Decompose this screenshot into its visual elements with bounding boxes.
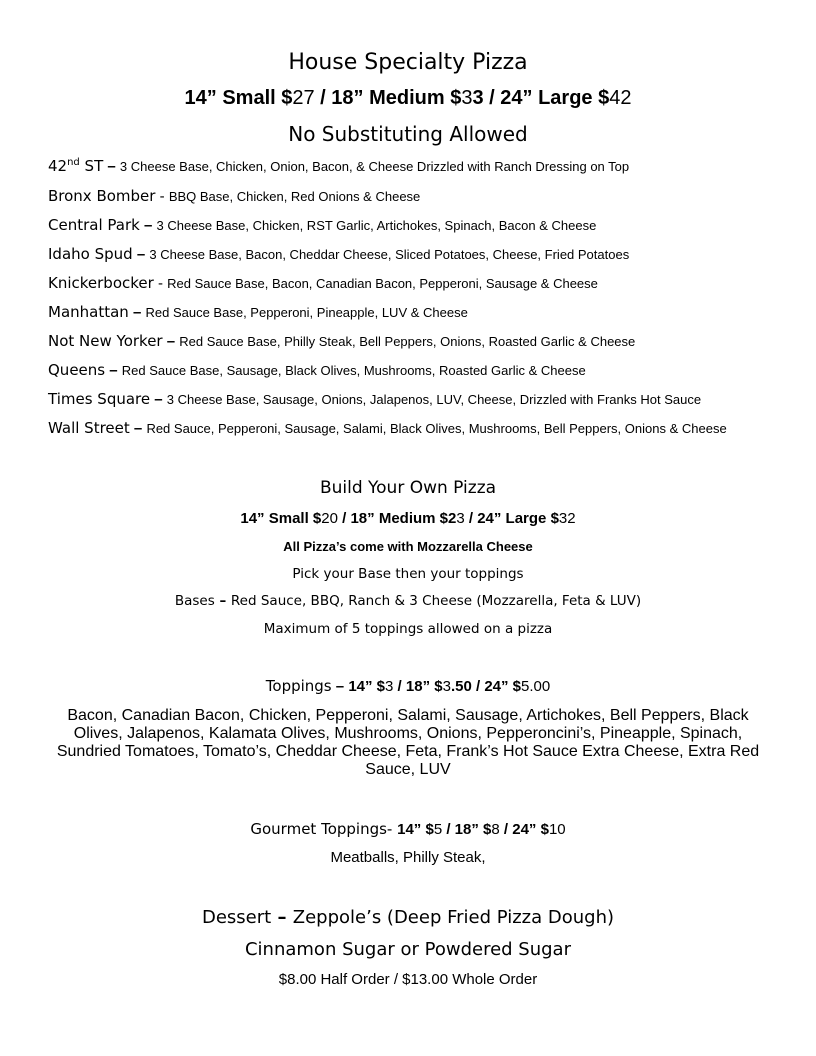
item-description: 3 Cheese Base, Sausage, Onions, Jalapenos, LUV, Cheese, Drizzled with Franks Hot Sauce <box>166 392 702 407</box>
bases-dash: – <box>214 593 231 609</box>
specialty-item <box>48 390 701 408</box>
toppings-18-label: 18” $ <box>405 678 443 695</box>
item-name-suffix: nd <box>67 157 80 168</box>
item-name: Times Square <box>48 390 151 408</box>
toppings-header <box>0 677 816 695</box>
specialty-medium-price-b: 3 <box>472 87 484 109</box>
specialty-large-price: 42 <box>609 87 632 109</box>
item-name <box>48 157 103 175</box>
item-description: BBQ Base, Chicken, Red Onions & Cheese <box>168 189 421 204</box>
byo-bases <box>0 593 816 609</box>
gourmet-18-label: 18” $ <box>454 821 492 838</box>
item-name: Knickerbocker <box>48 274 154 292</box>
item-description: 3 Cheese Base, Bacon, Cheddar Cheese, Sliced Potatoes, Cheese, Fried Potatoes <box>149 247 630 262</box>
specialty-item <box>48 361 586 379</box>
item-description: 3 Cheese Base, Chicken, Onion, Bacon, & Cheese Drizzled with Ranch Dressing on Top <box>119 159 630 174</box>
specialty-medium-price-a: 3 <box>461 87 473 109</box>
item-separator: – <box>129 420 147 437</box>
specialty-sep-2: / <box>483 87 501 109</box>
bases-label: Bases <box>174 593 215 609</box>
item-description: Red Sauce Base, Philly Steak, Bell Peppers, Onions, Roasted Garlic & Cheese <box>179 334 636 349</box>
toppings-18-price-a: 3 <box>442 678 451 695</box>
item-description: Red Sauce, Pepperoni, Sausage, Salami, Black Olives, Mushrooms, Bell Peppers, Onions & Cheese <box>146 421 727 436</box>
item-description: Red Sauce Base, Sausage, Black Olives, Mushrooms, Roasted Garlic & Cheese <box>121 363 586 378</box>
specialty-prices <box>0 87 816 110</box>
specialty-item <box>48 332 635 350</box>
item-separator: – <box>132 246 150 263</box>
item-description: Red Sauce Base, Pepperoni, Pineapple, LUV & Cheese <box>145 305 468 320</box>
dessert-header <box>0 907 816 928</box>
specialty-item <box>48 187 420 205</box>
bases-list: Red Sauce, BBQ, Ranch & 3 Cheese (Mozzarella, Feta & LUV) <box>230 593 642 609</box>
item-name: Manhattan <box>48 303 129 321</box>
specialty-item <box>48 216 596 234</box>
item-name-rest: ST <box>79 157 104 175</box>
specialty-sep-1: / <box>314 87 332 109</box>
byo-large-price: 32 <box>558 510 576 527</box>
gourmet-24-price: 10 <box>548 821 566 838</box>
toppings-sep-1: / <box>393 678 406 695</box>
item-name: Not New Yorker <box>48 332 163 350</box>
gourmet-24-label: 24” $ <box>512 821 549 838</box>
gourmet-label: Gourmet Toppings- <box>250 820 398 838</box>
byo-small-price: 20 <box>321 510 338 527</box>
specialty-item <box>48 157 629 175</box>
byo-medium-price: 3 <box>456 510 465 527</box>
dessert-prices: $8.00 Half Order / $13.00 Whole Order <box>278 971 538 988</box>
byo-medium-label: 18” Medium $2 <box>350 510 457 527</box>
item-name: Central Park <box>48 216 140 234</box>
byo-small-label: 14” Small $ <box>240 510 322 527</box>
item-separator: - <box>153 275 168 292</box>
gourmet-14-price: 5 <box>433 821 443 838</box>
toppings-24-price: 5.00 <box>521 678 551 695</box>
item-separator: – <box>103 158 120 175</box>
toppings-list: Bacon, Canadian Bacon, Chicken, Pepperoni, Salami, Sausage, Artichokes, Bell Peppers, Black Olives, Jalapenos, Kalamata Olives, Mushrooms, Onions, Pepperoncini’s, Pineapple, Spinach, Sundried Tomatoes, Tomato’s, Cheddar Cheese, Feta, Frank’s Hot Sauce Extra Cheese, Extra Red Sauce, LUV <box>56 707 760 778</box>
specialty-title: House Specialty Pizza <box>288 50 528 75</box>
item-separator: – <box>139 217 157 234</box>
item-separator: – <box>162 333 180 350</box>
gourmet-14-label: 14” $ <box>397 821 434 838</box>
dessert-dash: – <box>271 907 293 928</box>
item-separator: – <box>128 304 146 321</box>
item-name-number: 42 <box>48 157 68 175</box>
byo-sep-1: / <box>337 510 351 527</box>
item-name: Wall Street <box>48 419 130 437</box>
toppings-18-price-b: .50 <box>450 678 472 695</box>
item-separator: – <box>105 362 122 379</box>
toppings-14-label: 14” $ <box>348 678 386 695</box>
item-name: Bronx Bomber <box>48 187 156 205</box>
dessert-name: Zeppole’s (Deep Fried Pizza Dough) <box>292 907 615 928</box>
byo-large-label: 24” Large $ <box>477 510 559 527</box>
gourmet-sep-1: / <box>442 821 455 838</box>
dessert-options: Cinnamon Sugar or Powdered Sugar <box>244 939 571 960</box>
byo-title: Build Your Own Pizza <box>319 478 497 498</box>
item-name: Queens <box>48 361 106 379</box>
specialty-small-price: 27 <box>292 87 315 109</box>
item-separator: – <box>150 391 167 408</box>
specialty-medium-label: 18” Medium $ <box>331 87 462 109</box>
no-substitution-note: No Substituting Allowed <box>288 122 528 146</box>
toppings-label: Toppings <box>265 677 332 695</box>
byo-sep-2: / <box>464 510 478 527</box>
dessert-label: Dessert <box>201 907 272 928</box>
gourmet-sep-2: / <box>499 821 513 838</box>
toppings-14-price: 3 <box>385 678 394 695</box>
byo-prices <box>0 510 816 527</box>
item-description: Red Sauce Base, Bacon, Canadian Bacon, Pepperoni, Sausage & Cheese <box>167 276 598 291</box>
gourmet-list: Meatballs, Philly Steak, <box>330 849 486 866</box>
specialty-large-label: 24” Large $ <box>500 87 610 109</box>
specialty-item <box>48 303 468 321</box>
toppings-dash: – <box>331 678 349 695</box>
specialty-small-label: 14” Small $ <box>184 87 293 109</box>
specialty-item <box>48 419 727 437</box>
toppings-sep-2: / <box>471 678 485 695</box>
item-name: Idaho Spud <box>48 245 133 263</box>
byo-instruction: Pick your Base then your toppings <box>292 566 524 582</box>
gourmet-18-price: 8 <box>491 821 500 838</box>
item-description: 3 Cheese Base, Chicken, RST Garlic, Artichokes, Spinach, Bacon & Cheese <box>156 218 597 233</box>
toppings-24-label: 24” $ <box>484 678 522 695</box>
gourmet-header <box>0 820 816 838</box>
specialty-item <box>48 245 629 263</box>
byo-max-note: Maximum of 5 toppings allowed on a pizza <box>263 621 553 637</box>
specialty-item <box>48 274 598 292</box>
item-separator: - <box>155 188 169 205</box>
byo-cheese-note: All Pizza’s come with Mozzarella Cheese <box>283 539 533 554</box>
